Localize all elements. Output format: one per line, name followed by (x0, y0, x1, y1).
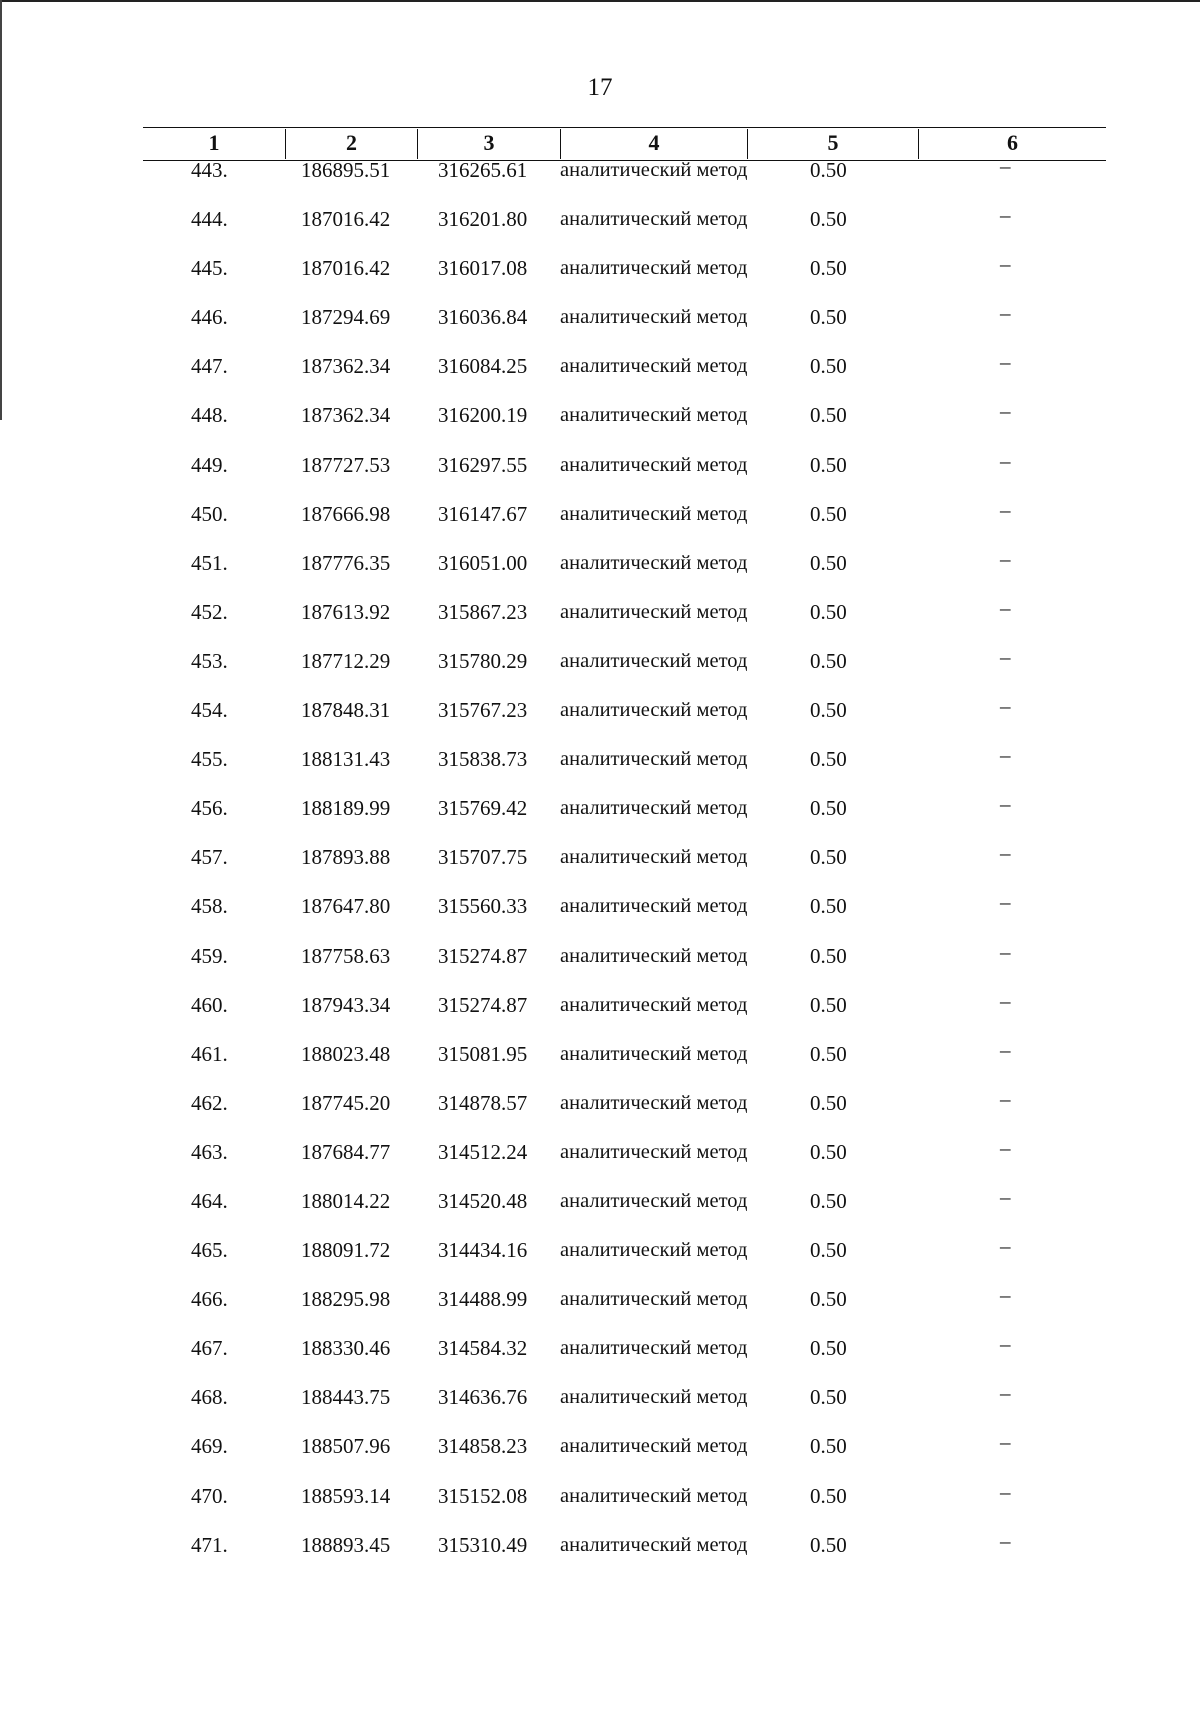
accuracy-cell: 0.50 (810, 1385, 847, 1410)
coordinate-y: 316297.55 (438, 452, 528, 477)
coordinate-y: 314520.48 (438, 1188, 528, 1213)
coordinate-y: 316265.61 (438, 158, 528, 182)
note-cell: – (1000, 350, 1011, 375)
accuracy-cell: 0.50 (810, 550, 847, 575)
method-cell: аналитический метод (560, 797, 748, 820)
table-row (0, 1332, 1200, 1385)
coordinate-x: 187758.63 (301, 943, 391, 968)
row-number: 464. (191, 1188, 228, 1213)
method-cell: аналитический метод (560, 551, 748, 574)
method-cell: аналитический метод (560, 1239, 748, 1262)
note-cell: – (1000, 743, 1011, 768)
coordinate-x: 187362.34 (301, 403, 391, 428)
method-cell: аналитический метод (560, 846, 748, 869)
table-row (0, 497, 1200, 551)
row-number: 447. (191, 354, 228, 379)
coordinate-y: 314584.32 (438, 1336, 528, 1361)
coordinate-y: 315838.73 (438, 747, 528, 772)
accuracy-cell: 0.50 (810, 1434, 847, 1459)
coordinate-x: 188023.48 (301, 1041, 391, 1066)
row-number: 445. (191, 256, 228, 281)
accuracy-cell: 0.50 (810, 452, 847, 477)
accuracy-cell: 0.50 (810, 1139, 847, 1164)
column-header-3: 3 (483, 130, 495, 155)
table-row (0, 890, 1200, 943)
row-number: 467. (191, 1336, 228, 1361)
method-cell: аналитический метод (560, 404, 748, 427)
table-row (0, 1283, 1200, 1336)
table-row (0, 1086, 1200, 1140)
coordinate-x: 188014.22 (301, 1188, 391, 1213)
coordinate-y: 316147.67 (438, 501, 528, 526)
row-number: 459. (191, 943, 228, 968)
accuracy-cell: 0.50 (810, 354, 847, 379)
accuracy-cell: 0.50 (810, 1532, 847, 1557)
table-row (0, 301, 1200, 354)
coordinate-y: 316017.08 (438, 256, 528, 281)
row-number: 461. (191, 1041, 228, 1066)
coordinate-y: 314878.57 (438, 1090, 528, 1115)
accuracy-cell: 0.50 (810, 943, 847, 968)
coordinate-y: 316084.25 (438, 354, 528, 379)
table-row (0, 350, 1200, 403)
method-cell: аналитический метод (560, 600, 748, 623)
table-row (0, 448, 1200, 502)
method-cell: аналитический метод (560, 649, 748, 672)
coordinate-y: 315274.87 (438, 943, 528, 968)
coordinate-x: 188893.45 (301, 1532, 391, 1557)
accuracy-cell: 0.50 (810, 256, 847, 281)
coordinate-x: 187016.42 (301, 256, 391, 281)
method-cell: аналитический метод (560, 748, 748, 771)
note-cell: – (1000, 154, 1011, 178)
coordinate-x: 187362.34 (301, 354, 391, 379)
coordinate-x: 188131.43 (301, 747, 391, 772)
method-cell: аналитический метод (560, 159, 748, 181)
table-row (0, 595, 1200, 649)
coordinate-x: 187848.31 (301, 698, 391, 723)
note-cell: – (1000, 595, 1011, 620)
note-cell: – (1000, 1037, 1011, 1062)
table-row (0, 1037, 1200, 1091)
coordinate-x: 186895.51 (301, 158, 391, 182)
method-cell: аналитический метод (560, 1386, 748, 1409)
coordinate-y: 315152.08 (438, 1483, 528, 1508)
table-row (0, 694, 1200, 747)
accuracy-cell: 0.50 (810, 403, 847, 428)
coordinate-x: 187294.69 (301, 305, 391, 330)
table-header (143, 127, 1106, 161)
method-cell: аналитический метод (560, 699, 748, 722)
coordinate-y: 316200.19 (438, 403, 528, 428)
note-cell: – (1000, 890, 1011, 915)
table-row (0, 546, 1200, 600)
table-row (0, 841, 1200, 894)
row-number: 462. (191, 1090, 228, 1115)
table-row (0, 1381, 1200, 1434)
accuracy-cell: 0.50 (810, 158, 847, 182)
accuracy-cell: 0.50 (810, 796, 847, 821)
coordinate-x: 187943.34 (301, 992, 391, 1017)
note-cell: – (1000, 1528, 1011, 1553)
method-cell: аналитический метод (560, 1042, 748, 1065)
method-cell: аналитический метод (560, 1189, 748, 1212)
note-cell: – (1000, 792, 1011, 817)
method-cell: аналитический метод (560, 1484, 748, 1507)
scan-edge-top (0, 0, 1200, 2)
method-cell: аналитический метод (560, 1337, 748, 1360)
row-number: 463. (191, 1139, 228, 1164)
method-cell: аналитический метод (560, 1140, 748, 1163)
note-cell: – (1000, 1135, 1011, 1160)
method-cell: аналитический метод (560, 306, 748, 329)
method-cell: аналитический метод (560, 1288, 748, 1311)
table-row (0, 1234, 1200, 1287)
method-cell: аналитический метод (560, 502, 748, 525)
table-row (0, 1135, 1200, 1189)
table-row (0, 252, 1200, 305)
coordinate-y: 315081.95 (438, 1041, 528, 1066)
method-cell: аналитический метод (560, 1091, 748, 1114)
method-cell: аналитический метод (560, 355, 748, 378)
note-cell: – (1000, 939, 1011, 964)
coordinate-x: 187613.92 (301, 599, 391, 624)
coordinate-x: 188091.72 (301, 1238, 391, 1263)
row-number: 453. (191, 648, 228, 673)
accuracy-cell: 0.50 (810, 698, 847, 723)
note-cell: – (1000, 1086, 1011, 1111)
note-cell: – (1000, 497, 1011, 522)
method-cell: аналитический метод (560, 1533, 748, 1556)
row-number: 471. (191, 1532, 228, 1557)
coordinate-y: 315767.23 (438, 698, 528, 723)
row-number: 460. (191, 992, 228, 1017)
method-cell: аналитический метод (560, 1435, 748, 1458)
accuracy-cell: 0.50 (810, 1238, 847, 1263)
note-cell: – (1000, 1332, 1011, 1357)
table-row (0, 644, 1200, 698)
row-number: 456. (191, 796, 228, 821)
coordinate-x: 188189.99 (301, 796, 391, 821)
note-cell: – (1000, 1234, 1011, 1259)
note-cell: – (1000, 988, 1011, 1013)
row-number: 452. (191, 599, 228, 624)
row-number: 465. (191, 1238, 228, 1263)
note-cell: – (1000, 841, 1011, 866)
coordinate-x: 188593.14 (301, 1483, 391, 1508)
accuracy-cell: 0.50 (810, 599, 847, 624)
note-cell: – (1000, 644, 1011, 669)
coordinate-x: 187893.88 (301, 845, 391, 870)
accuracy-cell: 0.50 (810, 992, 847, 1017)
accuracy-cell: 0.50 (810, 747, 847, 772)
note-cell: – (1000, 694, 1011, 719)
coordinate-x: 187016.42 (301, 207, 391, 232)
accuracy-cell: 0.50 (810, 1483, 847, 1508)
method-cell: аналитический метод (560, 993, 748, 1016)
row-number: 446. (191, 305, 228, 330)
table-row (0, 1528, 1200, 1582)
accuracy-cell: 0.50 (810, 1188, 847, 1213)
note-cell: – (1000, 252, 1011, 277)
coordinate-y: 315780.29 (438, 648, 528, 673)
coordinate-x: 187745.20 (301, 1090, 391, 1115)
method-cell: аналитический метод (560, 944, 748, 967)
note-cell: – (1000, 1430, 1011, 1455)
row-number: 451. (191, 550, 228, 575)
row-number: 454. (191, 698, 228, 723)
coordinate-y: 315707.75 (438, 845, 528, 870)
accuracy-cell: 0.50 (810, 1041, 847, 1066)
coordinate-x: 188443.75 (301, 1385, 391, 1410)
table-row (0, 1479, 1200, 1533)
coordinate-y: 315769.42 (438, 796, 528, 821)
table-row (0, 792, 1200, 845)
coordinate-y: 316201.80 (438, 207, 528, 232)
row-number: 448. (191, 403, 228, 428)
coordinate-x: 187712.29 (301, 648, 391, 673)
note-cell: – (1000, 203, 1011, 228)
column-header-2: 2 (346, 130, 357, 155)
accuracy-cell: 0.50 (810, 648, 847, 673)
coordinate-y: 314512.24 (438, 1139, 528, 1164)
coordinate-y: 314434.16 (438, 1238, 528, 1263)
table-body (0, 154, 1200, 1582)
coordinate-y: 314488.99 (438, 1287, 528, 1312)
table-row (0, 1430, 1200, 1483)
coordinate-x: 187727.53 (301, 452, 391, 477)
accuracy-cell: 0.50 (810, 501, 847, 526)
row-number: 450. (191, 501, 228, 526)
coordinate-y: 314858.23 (438, 1434, 528, 1459)
row-number: 468. (191, 1385, 228, 1410)
coordinate-y: 315274.87 (438, 992, 528, 1017)
note-cell: – (1000, 1184, 1011, 1209)
coordinate-y: 315310.49 (438, 1532, 528, 1557)
column-header-1: 1 (208, 130, 220, 155)
row-number: 455. (191, 747, 228, 772)
coordinate-x: 187684.77 (301, 1139, 391, 1164)
row-number: 443. (191, 158, 228, 182)
coordinate-y: 315867.23 (438, 599, 528, 624)
table-row (0, 939, 1200, 993)
table-row (0, 988, 1200, 1042)
row-number: 470. (191, 1483, 228, 1508)
method-cell: аналитический метод (560, 257, 748, 280)
accuracy-cell: 0.50 (810, 845, 847, 870)
row-number: 449. (191, 452, 228, 477)
coordinate-y: 315560.33 (438, 894, 528, 919)
row-number: 444. (191, 207, 228, 232)
row-number: 469. (191, 1434, 228, 1459)
accuracy-cell: 0.50 (810, 1336, 847, 1361)
note-cell: – (1000, 301, 1011, 326)
table-row (0, 743, 1200, 796)
coordinate-y: 316036.84 (438, 305, 528, 330)
coordinate-y: 314636.76 (438, 1385, 528, 1410)
coordinate-x: 187666.98 (301, 501, 391, 526)
column-header-5: 5 (827, 130, 839, 155)
table-row (0, 399, 1200, 452)
table-row (0, 154, 1200, 207)
method-cell: аналитический метод (560, 453, 748, 476)
row-number: 466. (191, 1287, 228, 1312)
column-header-4: 4 (648, 130, 660, 155)
column-header-6: 6 (1007, 130, 1018, 155)
note-cell: – (1000, 1479, 1011, 1504)
method-cell: аналитический метод (560, 208, 748, 231)
note-cell: – (1000, 1283, 1011, 1308)
accuracy-cell: 0.50 (810, 1090, 847, 1115)
note-cell: – (1000, 546, 1011, 571)
page-number: 17 (587, 74, 613, 101)
row-number: 457. (191, 845, 228, 870)
note-cell: – (1000, 399, 1011, 424)
coordinate-y: 316051.00 (438, 550, 528, 575)
coordinate-x: 188507.96 (301, 1434, 391, 1459)
method-cell: аналитический метод (560, 895, 748, 918)
note-cell: – (1000, 448, 1011, 473)
coordinate-x: 187776.35 (301, 550, 391, 575)
accuracy-cell: 0.50 (810, 207, 847, 232)
coordinate-x: 188295.98 (301, 1287, 391, 1312)
row-number: 458. (191, 894, 228, 919)
accuracy-cell: 0.50 (810, 1287, 847, 1312)
coordinate-x: 187647.80 (301, 894, 391, 919)
table-row (0, 203, 1200, 256)
coordinate-x: 188330.46 (301, 1336, 391, 1361)
accuracy-cell: 0.50 (810, 894, 847, 919)
table-row (0, 1184, 1200, 1238)
note-cell: – (1000, 1381, 1011, 1406)
accuracy-cell: 0.50 (810, 305, 847, 330)
